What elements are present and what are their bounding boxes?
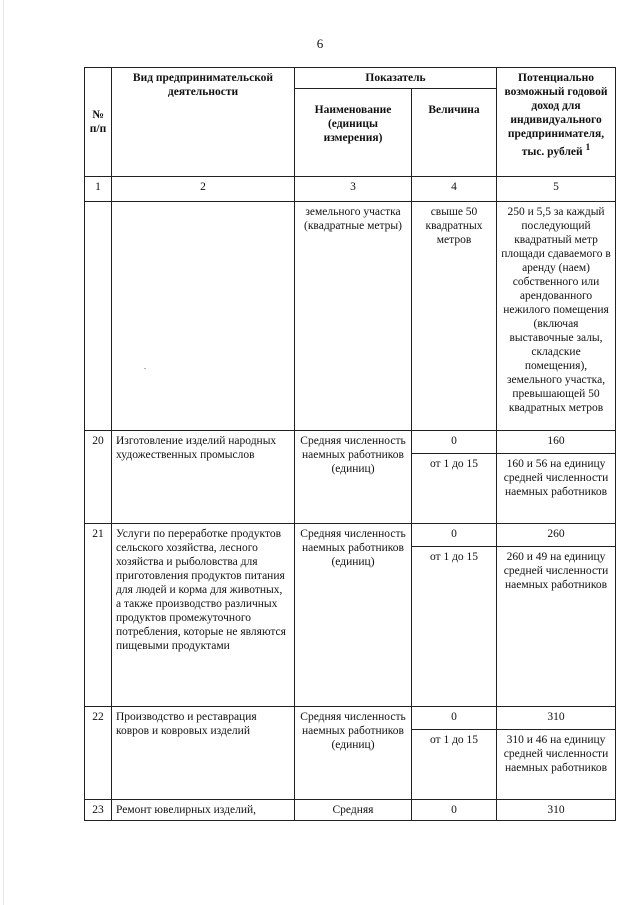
header-indicator: Показатель bbox=[295, 68, 497, 89]
continuation-value: свыше 50 квадратных метров bbox=[412, 202, 497, 431]
row-value-range: от 1 до 15 bbox=[429, 458, 479, 470]
page-number: 6 bbox=[316, 36, 324, 51]
row-incomes bbox=[497, 431, 616, 524]
row-unit: Средняя численность наемных работников (единиц) bbox=[295, 431, 412, 524]
row-income-base: 160 bbox=[497, 431, 615, 454]
row-value-zero: 0 bbox=[412, 431, 496, 454]
header-activity: Вид предпринимательской деятельности bbox=[112, 68, 295, 177]
col-number: 2 bbox=[112, 177, 295, 202]
continuation-income: 250 и 5,5 за каждый последующий квадратный метр площади сдаваемого в аренду (наем) собственного или арендованного нежилого помещения (включая выставочные залы, складские помещения), земельного участка, превышающей 50 квадратных метров bbox=[497, 202, 616, 431]
row-activity: Ремонт ювелирных изделий, bbox=[112, 800, 295, 821]
header-unit-name: Наименование (единицы измерения) bbox=[295, 89, 412, 177]
row-number: 22 bbox=[85, 707, 112, 800]
row-unit: Средняя численность наемных работников (единиц) bbox=[295, 524, 412, 707]
col-number: 3 bbox=[295, 177, 412, 202]
row-income-base: 260 bbox=[497, 524, 615, 547]
row-activity: Услуги по переработке продуктов сельского хозяйства, лесного хозяйства и рыболовства для приготовления продуктов питания для людей и корма для животных, а также производство различных продуктов промежуточного потребления, которые не являются пищевыми продуктами bbox=[112, 524, 295, 707]
row-incomes bbox=[497, 524, 616, 707]
row-income-range: 260 и 49 на единицу средней численности наемных работников bbox=[503, 551, 609, 591]
header-num: № п/п bbox=[85, 68, 112, 177]
table-row bbox=[85, 524, 616, 707]
table-row bbox=[85, 707, 616, 800]
row-value-range: от 1 до 15 bbox=[429, 734, 479, 746]
table-row bbox=[85, 800, 616, 821]
scan-mark: . bbox=[144, 362, 146, 371]
header-value: Величина bbox=[412, 89, 497, 177]
row-number: 20 bbox=[85, 431, 112, 524]
column-number-row bbox=[85, 177, 616, 202]
income-table bbox=[84, 67, 616, 821]
col-number: 4 bbox=[412, 177, 497, 202]
row-number: 21 bbox=[85, 524, 112, 707]
header-row-1 bbox=[85, 68, 616, 89]
row-income-range: 160 и 56 на единицу средней численности наемных работников bbox=[503, 458, 609, 498]
row-values bbox=[412, 524, 497, 707]
table-row bbox=[85, 431, 616, 524]
row-value-zero: 0 bbox=[412, 524, 496, 547]
header-income bbox=[497, 68, 616, 177]
col-number: 1 bbox=[85, 177, 112, 202]
row-activity: Производство и реставрация ковров и ковровых изделий bbox=[112, 707, 295, 800]
row-value-range: от 1 до 15 bbox=[429, 551, 479, 563]
row-income-base: 310 bbox=[497, 800, 616, 821]
row-values bbox=[412, 431, 497, 524]
row-incomes bbox=[497, 707, 616, 800]
row-activity: Изготовление изделий народных художественных промыслов bbox=[112, 431, 295, 524]
row-values bbox=[412, 707, 497, 800]
row-unit: Средняя численность наемных работников (единиц) bbox=[295, 707, 412, 800]
row-income-base: 310 bbox=[497, 707, 615, 730]
col-number: 5 bbox=[497, 177, 616, 202]
footnote-mark: 1 bbox=[585, 142, 591, 153]
row-number: 23 bbox=[85, 800, 112, 821]
header-income-label: Потенциально возможный годовой доход для индивидуального предпринимателя, тыс. рублей bbox=[504, 72, 608, 158]
row-value-zero: 0 bbox=[412, 800, 497, 821]
continuation-row bbox=[85, 202, 616, 431]
row-value-zero: 0 bbox=[412, 707, 496, 730]
scan-edge-left bbox=[3, 0, 4, 905]
row-unit: Средняя bbox=[295, 800, 412, 821]
continuation-unit: земельного участка (квадратные метры) bbox=[295, 202, 412, 431]
row-income-range: 310 и 46 на единицу средней численности наемных работников bbox=[503, 734, 609, 774]
